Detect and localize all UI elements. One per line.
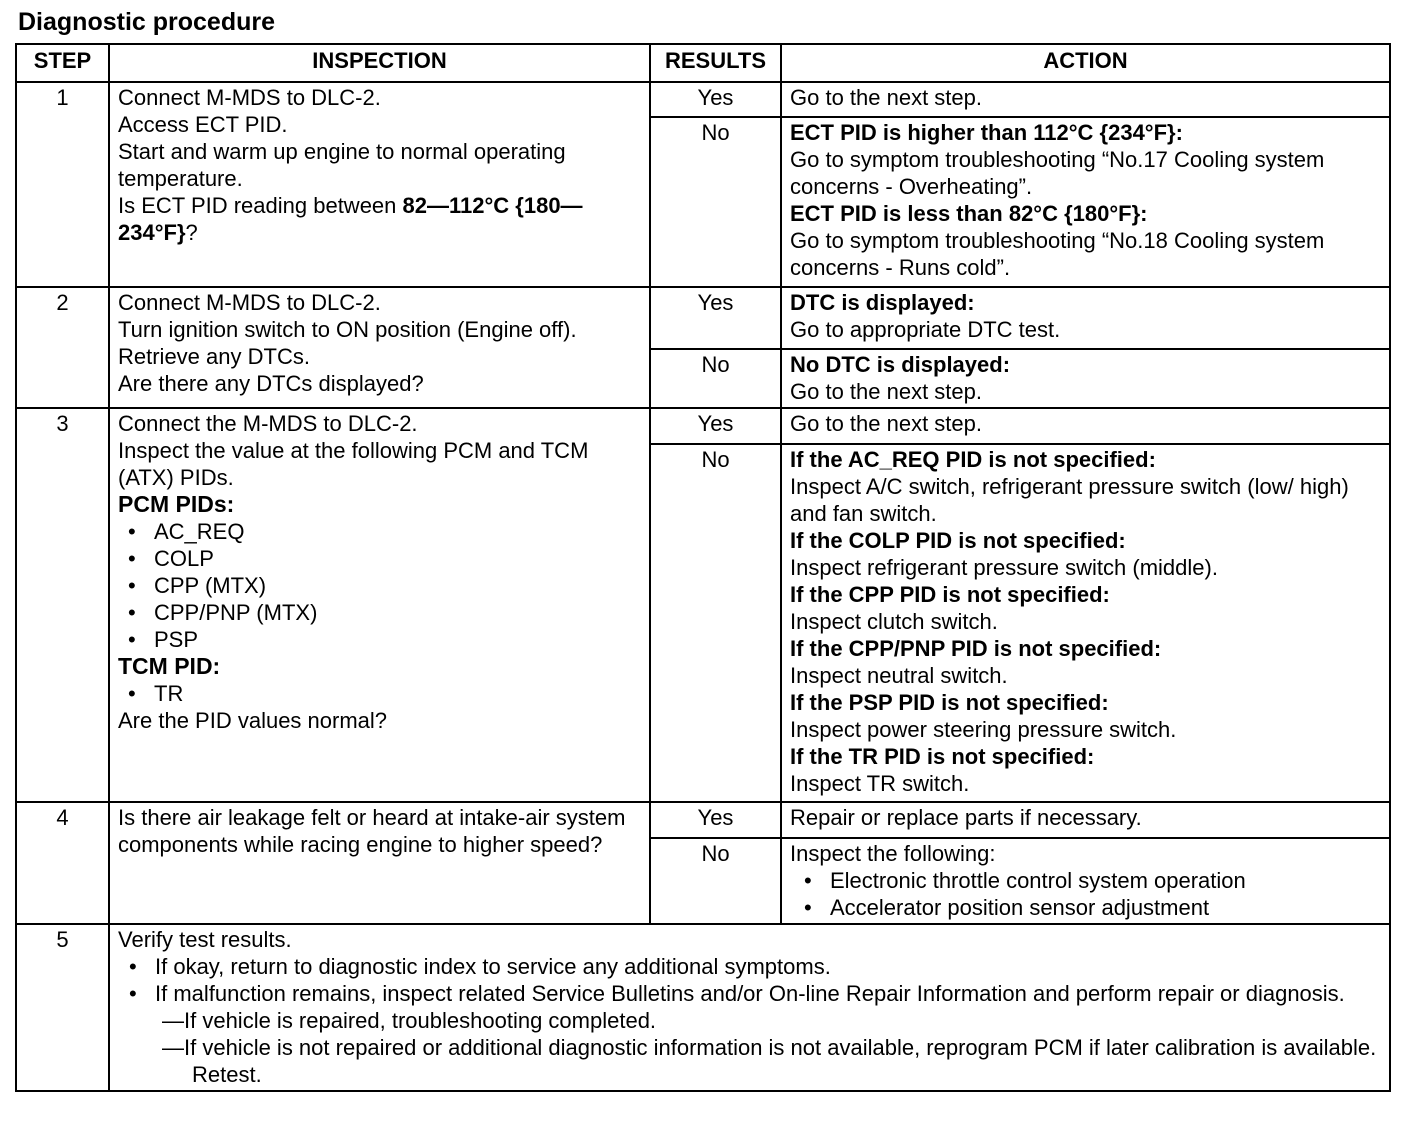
action-condition: DTC is displayed: [790,290,975,315]
step-number: 2 [16,287,109,408]
step-number: 3 [16,408,109,802]
result-yes: Yes [650,802,781,838]
result-no: No [650,838,781,924]
page-title: Diagnostic procedure [18,8,275,36]
action-text: Inspect refrigerant pressure switch (middle). [790,555,1218,580]
tcm-pid-list [118,680,641,707]
dash-item: —If vehicle is not repaired or additional diagnostic information is not available, reprogram PCM if later calibration is available. Retest. [162,1035,1377,1087]
action-condition: No DTC is displayed: [790,352,1011,377]
action-condition: ECT PID is higher than 112°C {234°F}: [790,120,1183,145]
inspection-line: Connect the M-MDS to DLC-2. [118,411,418,436]
tcm-pid-heading: TCM PID: [118,653,221,679]
action-condition: If the AC_REQ PID is not specified: [790,447,1156,472]
inspection-line: Connect M-MDS to DLC-2. [118,290,381,315]
action-text: Inspect neutral switch. [790,663,1008,688]
action-yes: Repair or replace parts if necessary. [781,802,1390,838]
inspection-line: Turn ignition switch to ON position (Engine off). [118,317,577,342]
action-condition: If the CPP/PNP PID is not specified: [790,636,1162,661]
header-action: ACTION [781,44,1390,82]
pcm-pid-list [118,518,641,653]
action-text: Go to the next step. [790,379,983,404]
table-header-row [16,44,1390,82]
header-step: STEP [16,44,109,82]
inspection-line: Access ECT PID. [118,112,288,137]
result-no: No [650,444,781,802]
action-yes: Go to the next step. [781,408,1390,444]
step-2-inspection [109,287,650,408]
action-text: Inspect the following: [790,841,996,866]
pcm-pids-heading: PCM PIDs: [118,491,235,517]
list-item: • PSP [154,626,641,653]
action-condition: If the TR PID is not specified: [790,744,1095,769]
table-row-step-2 [16,287,1390,349]
list-item: • Accelerator position sensor adjustment [830,894,1381,921]
inspection-question: Are the PID values normal? [118,708,388,733]
inspection-line: Retrieve any DTCs. [118,344,310,369]
result-yes: Yes [650,82,781,117]
list-item: • If okay, return to diagnostic index to service any additional symptoms. [155,953,1381,980]
step-number: 5 [16,924,109,1091]
result-no: No [650,349,781,408]
inspection-line: Verify test results. [118,927,292,952]
list-item: • COLP [154,545,641,572]
inspection-line: Is there air leakage felt or heard at intake-air system components while racing engine to higher speed? [118,805,626,857]
inspection-line: Connect M-MDS to DLC-2. [118,85,381,110]
list-item: • AC_REQ [154,518,641,545]
inspection-question: Is ECT PID reading between 82—112°C {180—234°F}? [118,193,583,245]
inspect-list [790,867,1381,921]
result-yes: Yes [650,287,781,349]
action-text: Go to symptom troubleshooting “No.18 Cooling system concerns - Runs cold”. [790,228,1325,280]
action-no [781,349,1390,408]
verify-list [118,953,1381,1007]
action-text: Inspect TR switch. [790,771,970,796]
action-text: Inspect A/C switch, refrigerant pressure switch (low/ high) and fan switch. [790,474,1349,526]
action-condition: If the CPP PID is not specified: [790,582,1110,607]
action-no [781,444,1390,802]
action-yes [781,287,1390,349]
inspection-line: Inspect the value at the following PCM and TCM (ATX) PIDs. [118,438,589,490]
action-text: Inspect clutch switch. [790,609,998,634]
action-text: Inspect power steering pressure switch. [790,717,1177,742]
header-inspection: INSPECTION [109,44,650,82]
result-no: No [650,117,781,287]
header-results: RESULTS [650,44,781,82]
diagnostic-procedure-table [15,43,1391,1092]
list-item: • CPP/PNP (MTX) [154,599,641,626]
step-number: 1 [16,82,109,287]
step-1-inspection [109,82,650,287]
step-number: 4 [16,802,109,924]
step-3-inspection [109,408,650,802]
action-text: Go to appropriate DTC test. [790,317,1061,342]
list-item: • CPP (MTX) [154,572,641,599]
step-4-inspection [109,802,650,924]
inspection-line: Are there any DTCs displayed? [118,371,424,396]
action-condition: If the PSP PID is not specified: [790,690,1109,715]
action-text: Go to symptom troubleshooting “No.17 Cooling system concerns - Overheating”. [790,147,1325,199]
action-yes: Go to the next step. [781,82,1390,117]
action-no [781,117,1390,287]
table-row-step-3 [16,408,1390,444]
step-5-inspection [109,924,1390,1091]
inspection-line: Start and warm up engine to normal operating temperature. [118,139,566,191]
list-item: • If malfunction remains, inspect related Service Bulletins and/or On-line Repair Information and perform repair or diagnosis. [155,980,1381,1007]
table-row-step-1 [16,82,1390,117]
action-condition: If the COLP PID is not specified: [790,528,1126,553]
list-item: • Electronic throttle control system operation [830,867,1381,894]
action-no [781,838,1390,924]
dash-item: —If vehicle is repaired, troubleshooting completed. [162,1008,657,1033]
result-yes: Yes [650,408,781,444]
table-row-step-5 [16,924,1390,1091]
action-condition: ECT PID is less than 82°C {180°F}: [790,201,1148,226]
list-item: • TR [154,680,641,707]
table-row-step-4 [16,802,1390,838]
